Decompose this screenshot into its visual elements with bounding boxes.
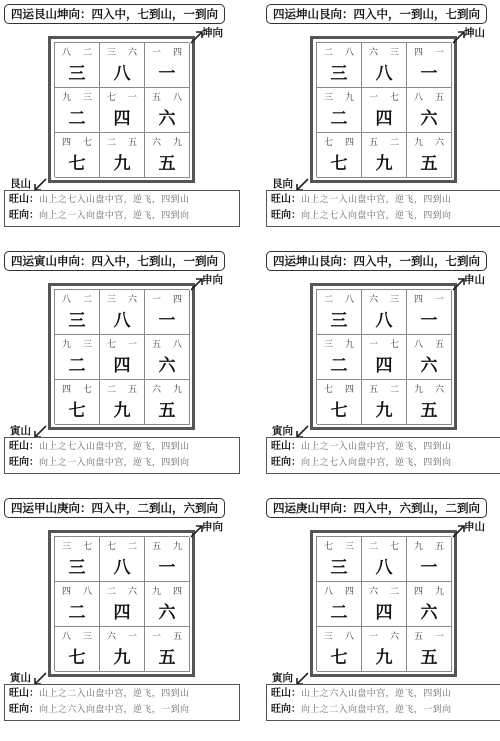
mountain-star: 二 [324,48,334,58]
sitting-direction-label: 寅向 [272,425,293,437]
facing-star: 三 [82,632,92,642]
mountain-star: 七 [324,385,334,395]
facing-star: 七 [82,542,92,552]
mountain-star: 七 [324,542,334,552]
period-star: 九 [113,648,131,668]
grid-cell [407,582,452,627]
facing-star: 七 [389,340,399,350]
panel-title: 四运坤山艮向：四入中，一到山，七到向 [266,251,487,271]
period-star: 五 [158,648,176,668]
note-text: 向上之一入向盘中宫，逆飞，四到向 [39,211,190,221]
facing-star: 五 [127,138,137,148]
grid-cell [100,290,145,335]
panel-title: 四运寅山申向：四入中，七到山，一到向 [4,251,225,271]
note-text: 向上之二入向盘中宫，逆飞，一到向 [301,705,452,715]
period-star: 五 [158,154,176,174]
period-star: 九 [375,154,393,174]
note-text: 山上之一入山盘中宫，逆飞，四到山 [301,195,452,205]
mountain-star: 六 [369,295,379,305]
grid-cell [145,290,190,335]
grid-cell [100,133,145,178]
grid-cell [362,133,407,178]
period-star: 九 [375,401,393,421]
grid-cell [362,88,407,133]
note-text: 山上之六入山盘中宫，逆飞，四到山 [301,689,452,699]
period-star: 一 [420,64,438,84]
grid-cell [407,335,452,380]
grid-cell [100,43,145,88]
facing-star: 一 [434,295,444,305]
period-star: 七 [68,648,86,668]
grid-cell [55,380,100,425]
mountain-star: 九 [414,385,424,395]
note-text: 山上之七入山盘中宫，逆飞，四到山 [39,442,190,452]
note-line [271,192,497,208]
facing-star: 九 [172,385,182,395]
note-key: 旺山： [271,194,301,205]
facing-star: 三 [82,340,92,350]
period-star: 六 [158,603,176,623]
facing-star: 二 [82,295,92,305]
grid-cell [55,88,100,133]
period-star: 二 [330,109,348,129]
facing-star: 六 [434,385,444,395]
period-star: 四 [375,109,393,129]
period-star: 四 [375,356,393,376]
note-line [271,439,497,455]
mountain-star: 八 [62,48,72,58]
mountain-star: 一 [152,48,162,58]
grid-cell [407,537,452,582]
facing-star: 四 [344,385,354,395]
mountain-star: 二 [107,138,117,148]
grid-cell [55,133,100,178]
grid-cell [407,133,452,178]
facing-star: 四 [172,587,182,597]
period-star: 四 [113,109,131,129]
note-text: 向上之七入向盘中宫，逆飞，四到向 [301,211,452,221]
facing-direction-label: 申向 [202,521,223,533]
panel-title: 四运甲山庚向：四入中，二到山，六到向 [4,498,225,518]
grid-cell [55,335,100,380]
grid-cell [407,290,452,335]
mountain-star: 一 [369,340,379,350]
facing-star: 六 [127,295,137,305]
grid-cell [362,537,407,582]
flying-star-grid [54,289,189,424]
grid-cell [100,582,145,627]
chart-panel [262,494,500,741]
period-star: 六 [420,603,438,623]
mountain-star: 一 [369,632,379,642]
grid-cell [145,627,190,672]
note-key: 旺向： [9,704,39,715]
mountain-star: 七 [324,138,334,148]
note-line [9,208,235,224]
period-star: 二 [68,109,86,129]
grid-cell [145,537,190,582]
mountain-star: 二 [107,587,117,597]
flying-star-grid-frame [310,530,457,677]
period-star: 二 [330,603,348,623]
grid-cell [100,627,145,672]
grid-cell [407,627,452,672]
mountain-star: 三 [324,340,334,350]
note-key: 旺向： [271,457,301,468]
facing-star: 七 [82,138,92,148]
grid-cell [100,380,145,425]
facing-star: 七 [82,385,92,395]
mountain-star: 二 [107,385,117,395]
facing-star: 八 [344,48,354,58]
facing-star: 八 [172,93,182,103]
mountain-star: 二 [324,295,334,305]
sitting-direction-label: 寅向 [272,672,293,684]
mountain-star: 八 [62,295,72,305]
panel-title: 四运艮山坤向：四入中，七到山，一到向 [4,4,225,24]
note-text: 向上之一入向盘中宫，逆飞，四到向 [39,458,190,468]
grid-cell [100,537,145,582]
note-line [271,455,497,471]
facing-star: 四 [344,587,354,597]
period-star: 六 [420,109,438,129]
grid-cell [407,380,452,425]
mountain-star: 六 [369,587,379,597]
mountain-star: 四 [62,587,72,597]
panel-title: 四运庚山甲向：四入中，六到山，二到向 [266,498,487,518]
grid-cell [55,627,100,672]
facing-star: 四 [172,295,182,305]
facing-star: 四 [344,138,354,148]
period-star: 一 [158,311,176,331]
mountain-star: 七 [107,340,117,350]
mountain-star: 二 [369,542,379,552]
facing-star: 一 [127,340,137,350]
facing-star: 八 [344,295,354,305]
mountain-star: 六 [152,385,162,395]
note-key: 旺山： [271,688,301,699]
grid-cell [407,88,452,133]
note-key: 旺向： [9,210,39,221]
facing-star: 二 [389,587,399,597]
period-star: 八 [375,64,393,84]
facing-star: 九 [172,138,182,148]
mountain-star: 九 [62,93,72,103]
facing-star: 八 [344,632,354,642]
period-star: 八 [375,558,393,578]
notes-box [4,437,240,474]
period-star: 三 [68,558,86,578]
mountain-star: 三 [62,542,72,552]
mountain-star: 四 [62,385,72,395]
period-star: 九 [113,401,131,421]
facing-star: 七 [389,93,399,103]
grid-cell [362,380,407,425]
facing-direction-label: 申向 [202,274,223,286]
facing-direction-label: 申山 [464,521,485,533]
grid-cell [145,380,190,425]
facing-star: 二 [389,138,399,148]
facing-star: 八 [82,587,92,597]
notes-box [4,684,240,721]
grid-cell [145,43,190,88]
mountain-star: 五 [369,138,379,148]
period-star: 八 [113,64,131,84]
note-text: 山上之七入山盘中宫，逆飞，四到山 [39,195,190,205]
period-star: 一 [420,311,438,331]
mountain-star: 九 [414,138,424,148]
grid-cell [317,133,362,178]
period-star: 二 [330,356,348,376]
facing-direction-label: 坤向 [202,27,223,39]
note-key: 旺山： [9,688,39,699]
mountain-star: 八 [324,587,334,597]
grid-cell [145,335,190,380]
mountain-star: 四 [62,138,72,148]
facing-star: 六 [127,48,137,58]
facing-star: 八 [172,340,182,350]
period-star: 四 [113,603,131,623]
grid-cell [317,290,362,335]
period-star: 五 [158,401,176,421]
note-line [271,208,497,224]
mountain-star: 一 [369,93,379,103]
mountain-star: 五 [369,385,379,395]
note-line [271,686,497,702]
facing-star: 五 [434,93,444,103]
flying-star-grid-frame [48,283,195,430]
grid-cell [100,88,145,133]
note-line [9,192,235,208]
mountain-star: 三 [107,295,117,305]
facing-star: 二 [127,542,137,552]
grid-cell [362,335,407,380]
note-line [9,455,235,471]
period-star: 六 [158,356,176,376]
facing-star: 五 [127,385,137,395]
period-star: 六 [420,356,438,376]
period-star: 三 [330,311,348,331]
grid-cell [145,133,190,178]
note-text: 向上之六入向盘中宫，逆飞，一到向 [39,705,190,715]
mountain-star: 八 [414,93,424,103]
flying-star-grid [316,536,451,671]
flying-star-grid [316,289,451,424]
mountain-star: 九 [152,587,162,597]
note-line [271,702,497,718]
period-star: 一 [158,64,176,84]
period-star: 五 [420,401,438,421]
facing-star: 五 [434,340,444,350]
facing-star: 五 [434,542,444,552]
chart-panel [0,247,250,494]
facing-direction-label: 坤山 [464,27,485,39]
grid-cell [362,582,407,627]
period-star: 三 [330,64,348,84]
note-text: 向上之七入向盘中宫，逆飞，四到向 [301,458,452,468]
facing-star: 一 [434,632,444,642]
grid-cell [407,43,452,88]
chart-panel [262,0,500,247]
grid-cell [55,43,100,88]
mountain-star: 一 [152,295,162,305]
facing-star: 九 [172,542,182,552]
grid-cell [55,537,100,582]
facing-star: 一 [127,93,137,103]
period-star: 四 [113,356,131,376]
facing-star: 九 [344,340,354,350]
facing-star: 九 [344,93,354,103]
grid-cell [317,380,362,425]
period-star: 九 [113,154,131,174]
mountain-star: 四 [414,587,424,597]
grid-cell [317,537,362,582]
note-key: 旺山： [271,441,301,452]
sitting-direction-label: 艮向 [272,178,293,190]
note-line [9,702,235,718]
facing-direction-label: 申山 [464,274,485,286]
period-star: 三 [330,558,348,578]
mountain-star: 九 [414,542,424,552]
grid-cell [362,290,407,335]
facing-star: 六 [434,138,444,148]
facing-star: 一 [434,48,444,58]
period-star: 八 [113,558,131,578]
chart-panel [0,494,250,741]
period-star: 三 [68,311,86,331]
grid-cell [317,582,362,627]
flying-star-grid [54,42,189,177]
mountain-star: 四 [414,295,424,305]
mountain-star: 五 [152,340,162,350]
facing-star: 三 [344,542,354,552]
mountain-star: 六 [152,138,162,148]
period-star: 六 [158,109,176,129]
note-key: 旺向： [271,210,301,221]
notes-box [266,684,500,721]
grid-cell [362,43,407,88]
chart-panel [0,0,250,247]
notes-box [266,190,500,227]
panel-title: 四运坤山艮向：四入中，一到山，七到向 [266,4,487,24]
mountain-star: 五 [152,93,162,103]
facing-star: 四 [172,48,182,58]
mountain-star: 八 [414,340,424,350]
note-key: 旺向： [9,457,39,468]
period-star: 九 [375,648,393,668]
sitting-direction-label: 艮山 [10,178,31,190]
note-text: 山上之二入山盘中宫，逆飞，四到山 [39,689,190,699]
flying-star-grid [316,42,451,177]
flying-star-grid-frame [310,283,457,430]
facing-star: 九 [434,587,444,597]
grid-cell [145,582,190,627]
facing-star: 三 [389,295,399,305]
grid-cell [317,335,362,380]
grid-cell [55,582,100,627]
facing-star: 三 [82,93,92,103]
flying-star-grid-frame [310,36,457,183]
facing-star: 六 [389,632,399,642]
facing-star: 七 [389,542,399,552]
period-star: 七 [68,154,86,174]
period-star: 五 [420,648,438,668]
note-line [9,439,235,455]
facing-star: 一 [127,632,137,642]
mountain-star: 三 [324,632,334,642]
period-star: 一 [158,558,176,578]
sitting-direction-label: 寅山 [10,672,31,684]
note-line [9,686,235,702]
period-star: 七 [68,401,86,421]
grid-cell [100,335,145,380]
mountain-star: 七 [107,93,117,103]
period-star: 五 [420,154,438,174]
mountain-star: 五 [152,542,162,552]
flying-star-grid-frame [48,530,195,677]
grid-cell [317,43,362,88]
grid-cell [317,627,362,672]
period-star: 四 [375,603,393,623]
period-star: 一 [420,558,438,578]
mountain-star: 六 [107,632,117,642]
mountain-star: 八 [62,632,72,642]
period-star: 八 [113,311,131,331]
flying-star-grid [54,536,189,671]
flying-star-grid-frame [48,36,195,183]
sitting-direction-label: 寅山 [10,425,31,437]
period-star: 二 [68,356,86,376]
note-key: 旺向： [271,704,301,715]
period-star: 二 [68,603,86,623]
mountain-star: 六 [369,48,379,58]
mountain-star: 一 [152,632,162,642]
facing-star: 三 [389,48,399,58]
mountain-star: 四 [414,48,424,58]
grid-cell [317,88,362,133]
note-key: 旺山： [9,441,39,452]
mountain-star: 五 [414,632,424,642]
facing-star: 六 [127,587,137,597]
period-star: 三 [68,64,86,84]
mountain-star: 三 [107,48,117,58]
mountain-star: 七 [107,542,117,552]
mountain-star: 九 [62,340,72,350]
note-key: 旺山： [9,194,39,205]
period-star: 七 [330,154,348,174]
grid-cell [55,290,100,335]
period-star: 七 [330,401,348,421]
facing-star: 二 [389,385,399,395]
period-star: 七 [330,648,348,668]
notes-box [4,190,240,227]
facing-star: 二 [82,48,92,58]
grid-cell [145,88,190,133]
period-star: 八 [375,311,393,331]
mountain-star: 三 [324,93,334,103]
facing-star: 五 [172,632,182,642]
notes-box [266,437,500,474]
note-text: 山上之一入山盘中宫，逆飞，四到山 [301,442,452,452]
grid-cell [362,627,407,672]
chart-panel [262,247,500,494]
